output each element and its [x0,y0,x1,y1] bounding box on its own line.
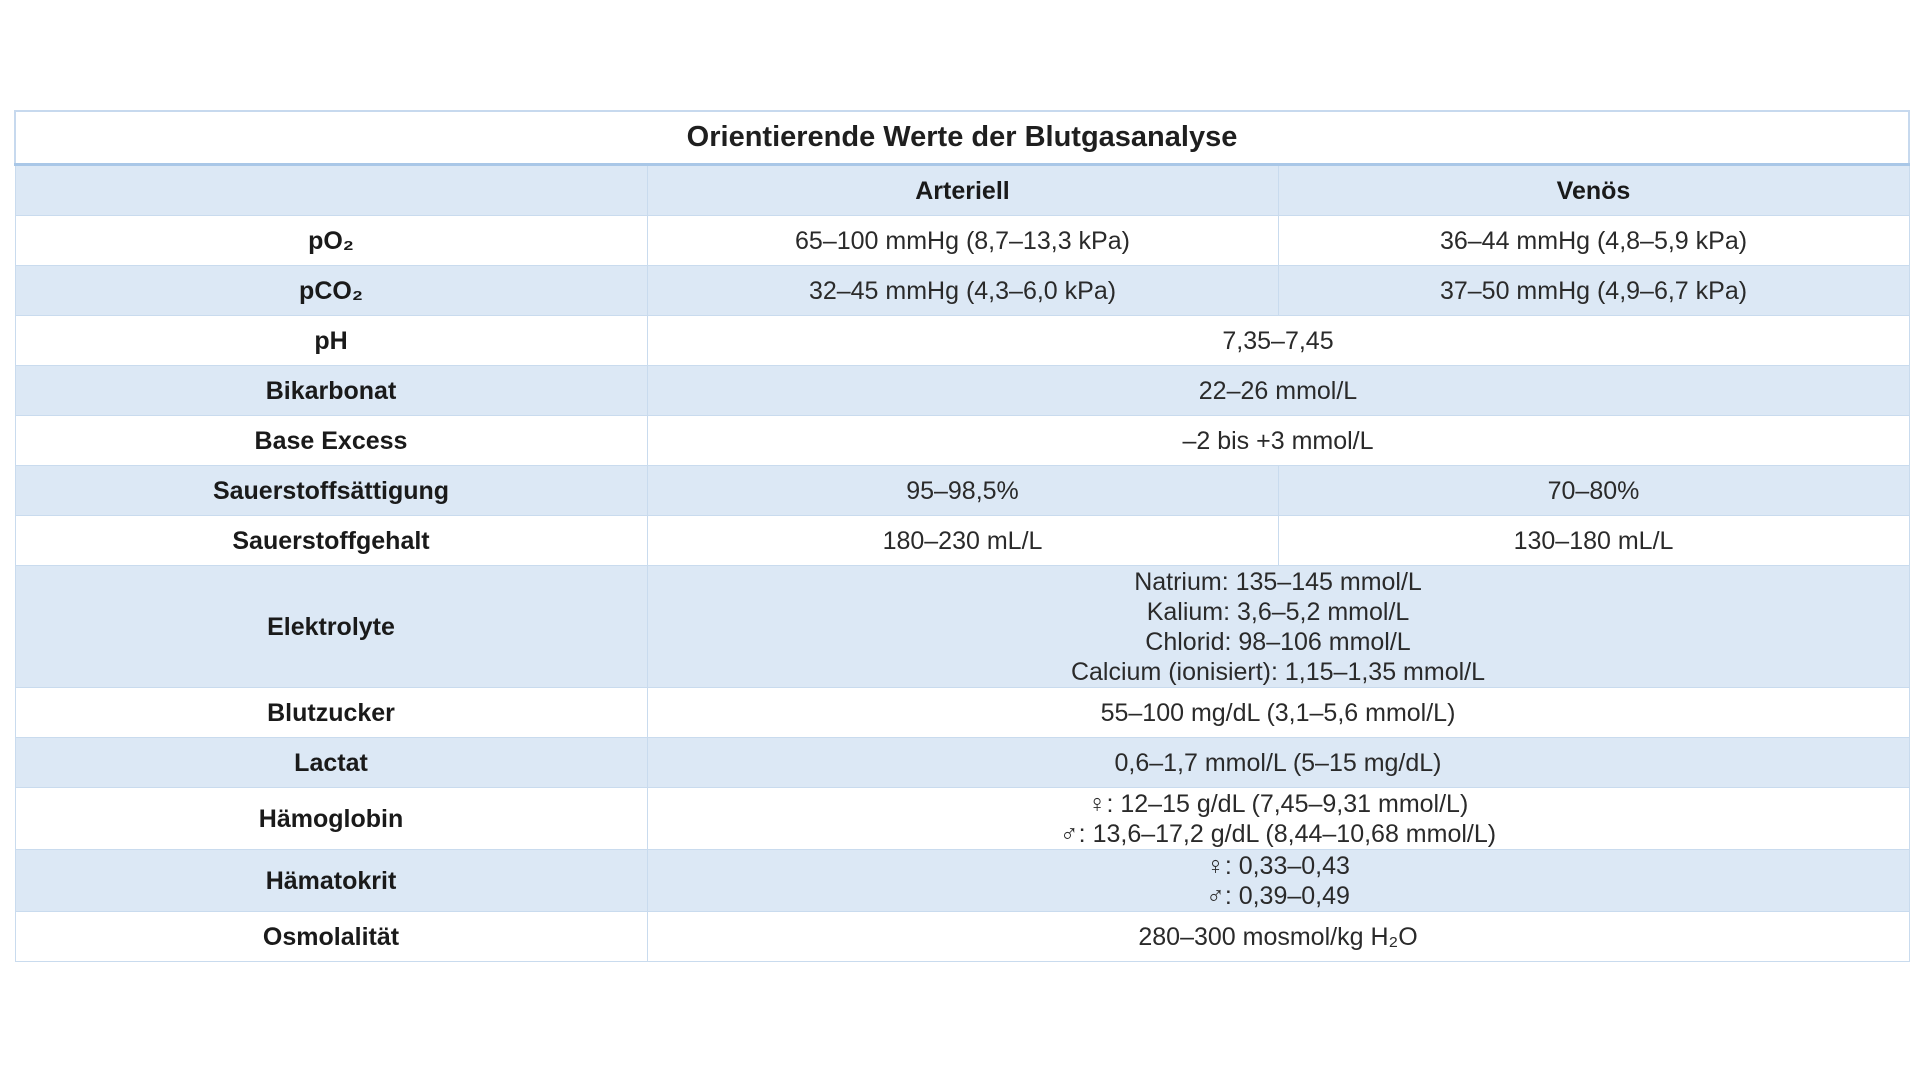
po2-arterial: 65–100 mmHg (8,7–13,3 kPa) [647,216,1278,266]
osmolality-value: 280–300 mosmol/kg H₂O [647,912,1909,962]
table-row [15,266,1909,316]
row-label-base-excess: Base Excess [15,416,647,466]
pco2-arterial: 32–45 mmHg (4,3–6,0 kPa) [647,266,1278,316]
row-label-hematocrit: Hämatokrit [15,850,647,912]
hemoglobin-male: ♂: 13,6–17,2 g/dL (8,44–10,68 mmol/L) [1059,819,1497,848]
row-label-electrolytes: Elektrolyte [15,566,647,688]
hematocrit-male: ♂: 0,39–0,49 [1206,881,1350,910]
blood-gas-reference-table [14,110,1908,962]
o2-saturation-venous: 70–80% [1278,466,1909,516]
row-label-ph: pH [15,316,647,366]
table-row [15,416,1909,466]
row-label-o2-content: Sauerstoffgehalt [15,516,647,566]
table-row [15,516,1909,566]
hematocrit-female: ♀: 0,33–0,43 [1206,851,1350,880]
column-header-row [15,165,1909,216]
pco2-venous: 37–50 mmHg (4,9–6,7 kPa) [1278,266,1909,316]
row-label-po2: pO₂ [15,216,647,266]
table-row [15,850,1909,912]
hemoglobin-female: ♀: 12–15 g/dL (7,45–9,31 mmol/L) [1087,789,1469,818]
hemoglobin-values [647,788,1909,850]
po2-venous: 36–44 mmHg (4,8–5,9 kPa) [1278,216,1909,266]
table-row [15,912,1909,962]
ph-value: 7,35–7,45 [647,316,1909,366]
electrolyte-potassium: Kalium: 3,6–5,2 mmol/L [1146,597,1410,626]
row-label-lactate: Lactat [15,738,647,788]
row-label-glucose: Blutzucker [15,688,647,738]
table-row [15,566,1909,688]
glucose-value: 55–100 mg/dL (3,1–5,6 mmol/L) [647,688,1909,738]
o2-saturation-arterial: 95–98,5% [647,466,1278,516]
row-label-bicarbonate: Bikarbonat [15,366,647,416]
reference-table [14,110,1910,962]
header-empty-cell [15,165,647,216]
electrolytes-values [647,566,1909,688]
hematocrit-values [647,850,1909,912]
table-row [15,316,1909,366]
electrolyte-sodium: Natrium: 135–145 mmol/L [1134,567,1422,596]
header-venous: Venös [1278,165,1909,216]
table-row [15,366,1909,416]
electrolyte-calcium: Calcium (ionisiert): 1,15–1,35 mmol/L [1070,657,1486,686]
table-row [15,688,1909,738]
electrolyte-chloride: Chlorid: 98–106 mmol/L [1145,627,1411,656]
row-label-pco2: pCO₂ [15,266,647,316]
lactate-value: 0,6–1,7 mmol/L (5–15 mg/dL) [647,738,1909,788]
o2-content-arterial: 180–230 mL/L [647,516,1278,566]
table-row [15,788,1909,850]
o2-content-venous: 130–180 mL/L [1278,516,1909,566]
table-row [15,738,1909,788]
header-arterial: Arteriell [647,165,1278,216]
bicarbonate-value: 22–26 mmol/L [647,366,1909,416]
base-excess-value: –2 bis +3 mmol/L [647,416,1909,466]
row-label-osmolality: Osmolalität [15,912,647,962]
row-label-hemoglobin: Hämoglobin [15,788,647,850]
table-row [15,216,1909,266]
table-title: Orientierende Werte der Blutgasanalyse [15,111,1909,165]
row-label-o2-saturation: Sauerstoffsättigung [15,466,647,516]
table-row [15,466,1909,516]
